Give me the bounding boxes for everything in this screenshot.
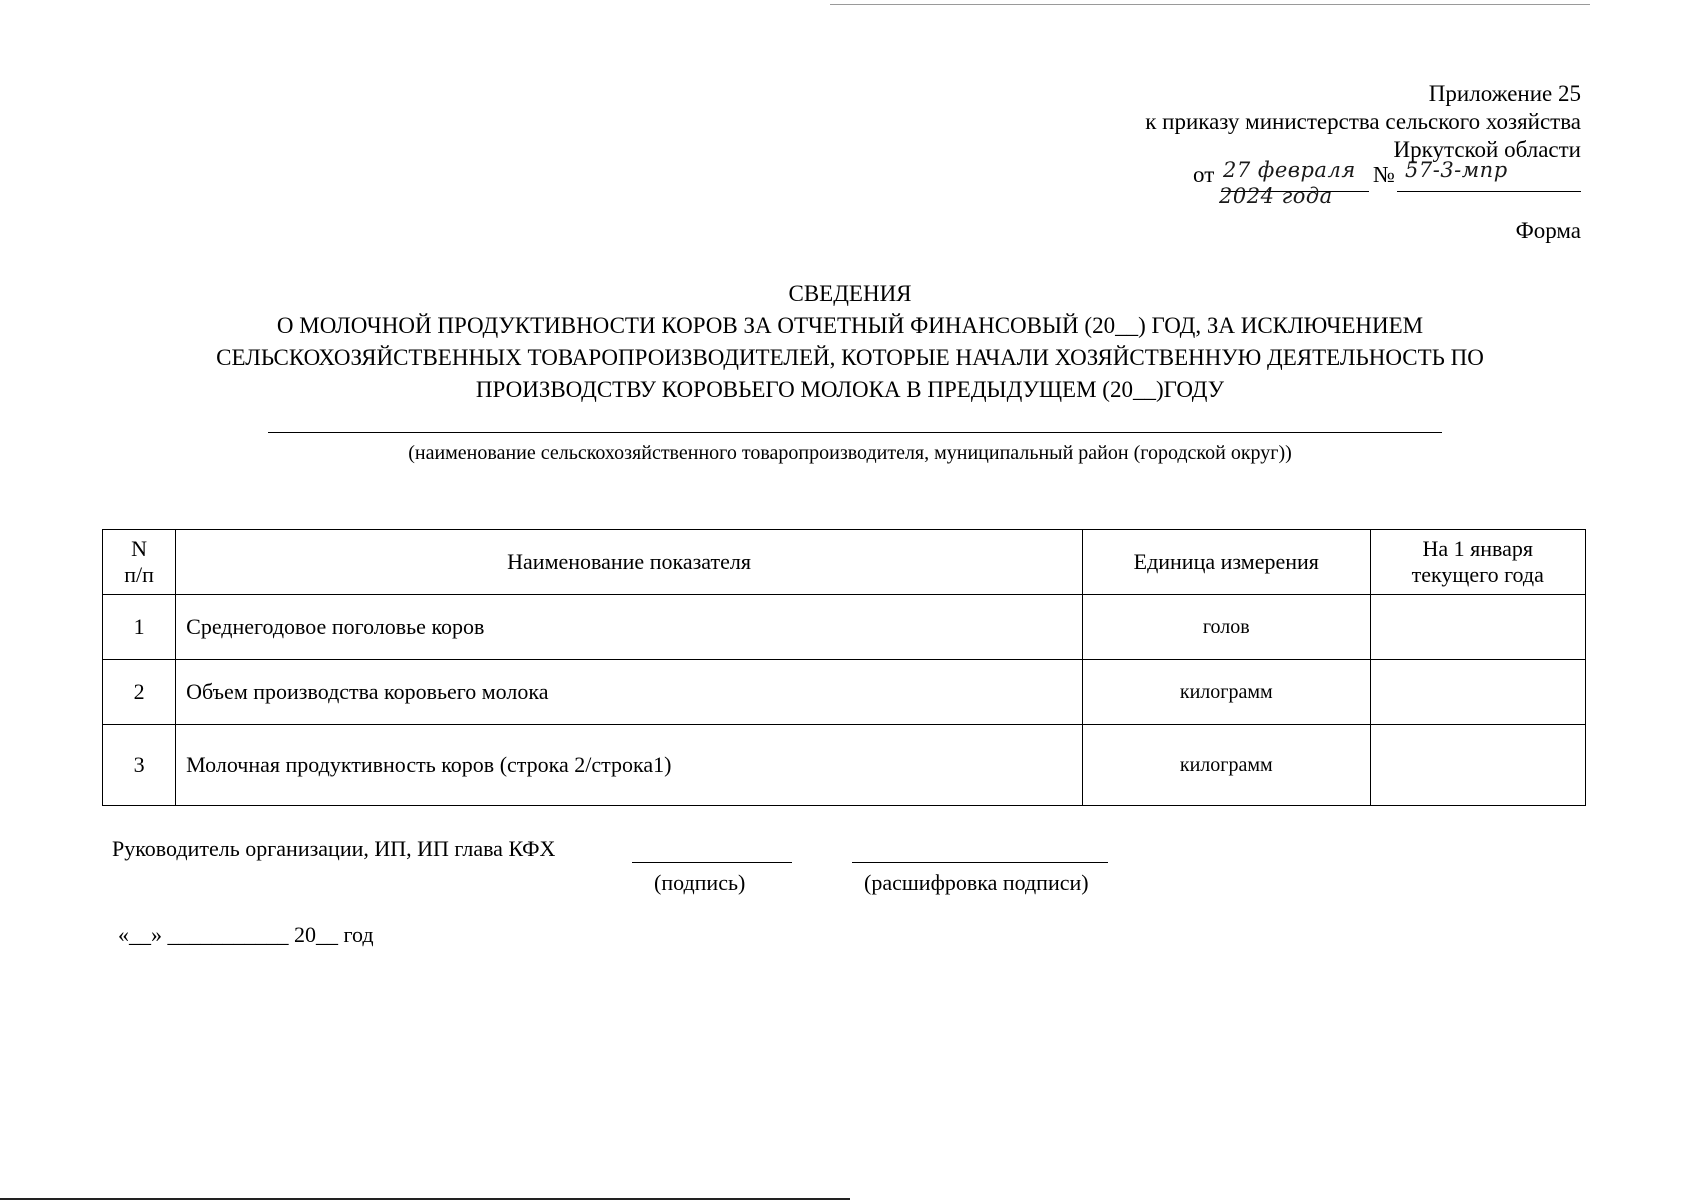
row-num: 1 [103, 595, 176, 660]
document-title [80, 278, 1620, 406]
appendix-line-1: Приложение 25 [1428, 81, 1581, 106]
header-name: Наименование показателя [176, 530, 1083, 595]
date-fill-line: «__» ___________ 20__ год [118, 922, 374, 947]
row-name: Объем производства коровьего молока [176, 660, 1083, 725]
scan-edge-top [830, 4, 1590, 5]
signature-caption: (подпись) [654, 870, 746, 895]
header-value [1370, 530, 1585, 595]
row-value-cell[interactable] [1370, 595, 1585, 660]
title-line-2: О МОЛОЧНОЙ ПРОДУКТИВНОСТИ КОРОВ ЗА ОТЧЕТНЫЙ ФИНАНСОВЫЙ (20__) ГОД, ЗА ИСКЛЮЧЕНИЕМ [276, 313, 1424, 338]
handwritten-year: 2024 года [1219, 184, 1333, 208]
title-line-1: СВЕДЕНИЯ [788, 281, 912, 306]
title-line-3: СЕЛЬСКОХОЗЯЙСТВЕННЫХ ТОВАРОПРОИЗВОДИТЕЛЕЙ, КОТОРЫЕ НАЧАЛИ ХОЗЯЙСТВЕННУЮ ДЕЯТЕЛЬНОСТЬ ПО [216, 345, 1484, 370]
handwritten-date: 27 февраля [1223, 158, 1356, 182]
signature-line[interactable] [632, 862, 792, 863]
row-unit: килограмм [1082, 660, 1370, 725]
row-name: Молочная продуктивность коров (строка 2/строка1) [176, 725, 1083, 806]
appendix-line-3: Иркутской области [1393, 137, 1581, 162]
order-date-number [1193, 158, 1581, 208]
signature-decode-line[interactable] [852, 862, 1108, 863]
title-line-4: ПРОИЗВОДСТВУ КОРОВЬЕГО МОЛОКА В ПРЕДЫДУЩЕМ (20__)ГОДУ [475, 377, 1225, 402]
table-header-row [103, 530, 1586, 595]
row-num: 3 [103, 725, 176, 806]
row-value-cell[interactable] [1370, 660, 1585, 725]
header-num-line-2: п/п [124, 562, 154, 587]
indicators-table [102, 529, 1586, 806]
row-name: Среднегодовое поголовье коров [176, 595, 1083, 660]
header-unit: Единица измерения [1082, 530, 1370, 595]
producer-name-caption: (наименование сельскохозяйственного товаропроизводителя, муниципальный район (городской округ)) [408, 442, 1292, 464]
signatory-label: Руководитель организации, ИП, ИП глава КФХ [112, 836, 556, 861]
number-sign: № [1373, 162, 1395, 187]
appendix-block [1145, 80, 1581, 164]
table-row [103, 660, 1586, 725]
header-num-line-1: N [131, 536, 148, 561]
row-unit: килограмм [1082, 725, 1370, 806]
appendix-line-2: к приказу министерства сельского хозяйства [1145, 109, 1581, 134]
table-row [103, 595, 1586, 660]
header-value-line-1: На 1 января [1422, 536, 1534, 561]
signature-decode-caption: (расшифровка подписи) [864, 870, 1089, 895]
date-prefix: от [1193, 162, 1215, 187]
header-num [103, 530, 176, 595]
number-underline [1397, 191, 1581, 192]
row-num: 2 [103, 660, 176, 725]
row-unit: голов [1082, 595, 1370, 660]
row-value-cell[interactable] [1370, 725, 1585, 806]
table-row [103, 725, 1586, 806]
form-label: Форма [1515, 218, 1581, 243]
producer-name-line [268, 432, 1442, 433]
handwritten-number: 57-3-мпр [1405, 158, 1508, 182]
header-value-line-2: текущего года [1411, 562, 1544, 587]
